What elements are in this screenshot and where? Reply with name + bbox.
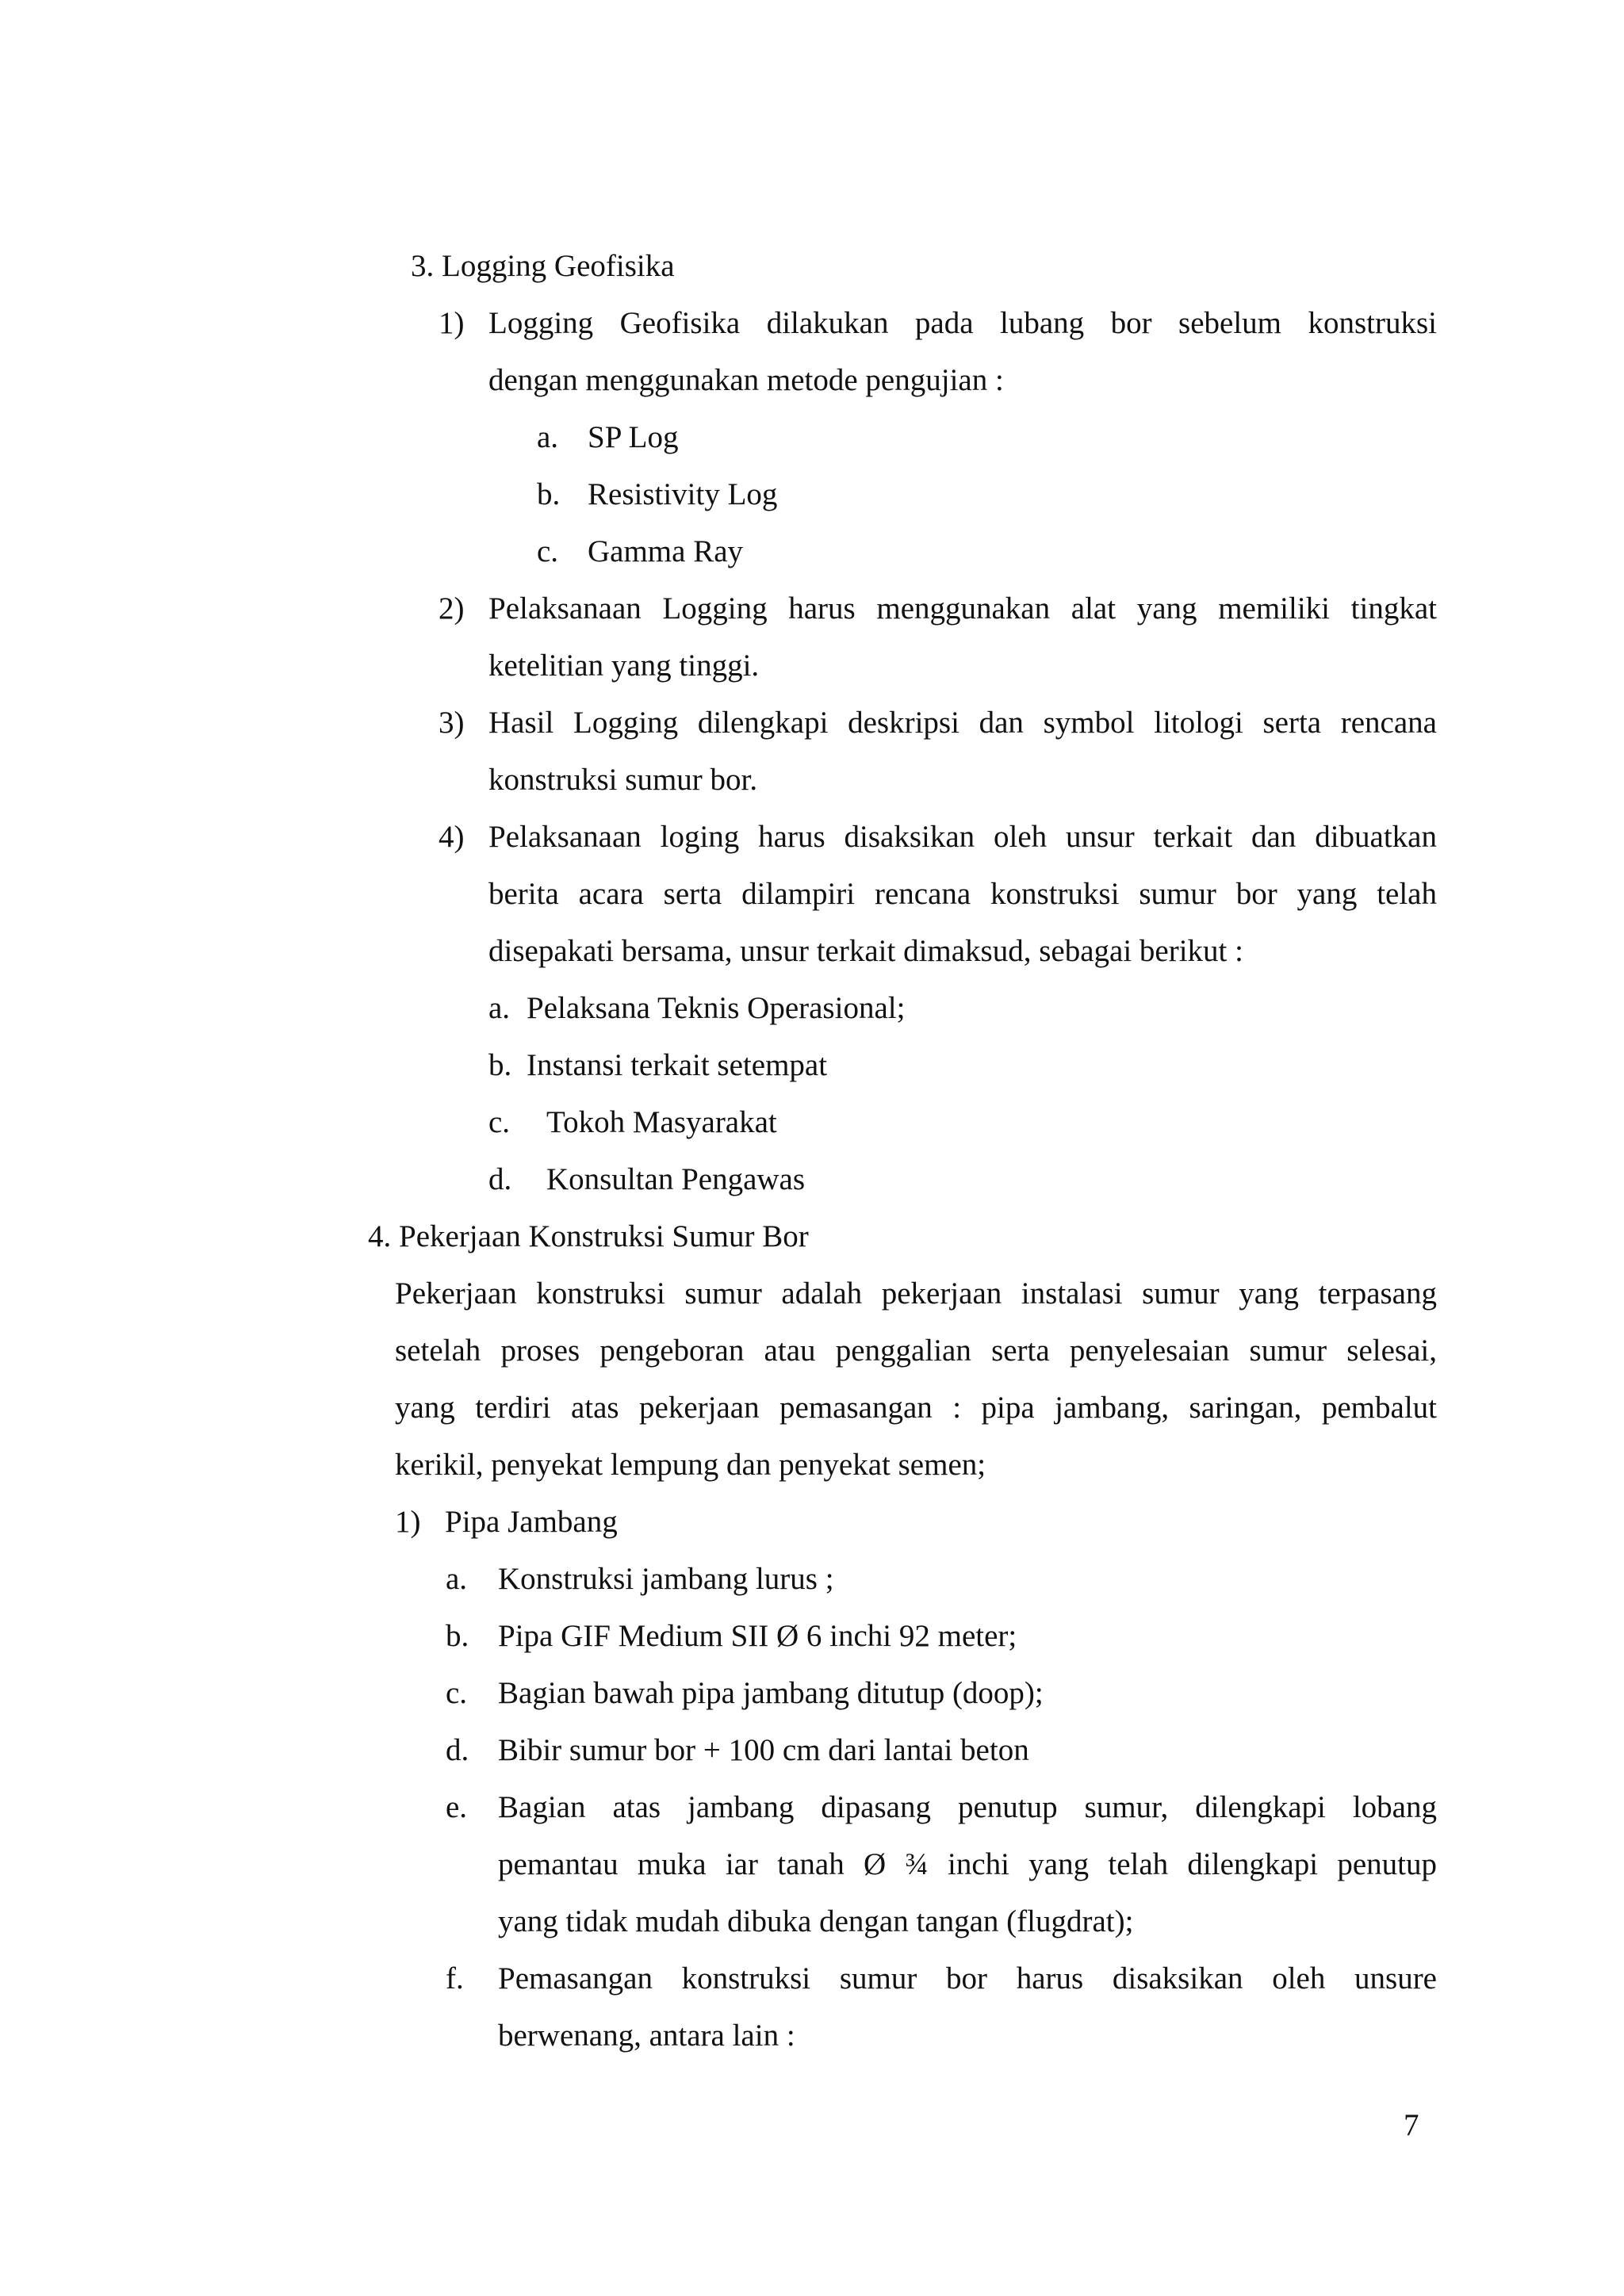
- item-4-number: 4): [439, 820, 465, 854]
- method-c-mark: c.: [537, 534, 559, 568]
- sub-b-text: Pipa GIF Medium SII Ø 6 inchi 92 meter;: [498, 1619, 1017, 1653]
- pipa-jambang-number: 1): [395, 1505, 421, 1539]
- party-c-mark: c.: [488, 1105, 511, 1139]
- sub-f-line-1: Pemasangan konstruksi sumur bor harus disaksikan oleh unsure: [498, 1961, 1437, 1996]
- paragraph-line-1: Pekerjaan konstruksi sumur adalah pekerjaan instalasi sumur yang terpasang: [395, 1276, 1437, 1311]
- sub-d-text: Bibir sumur bor + 100 cm dari lantai beton: [498, 1733, 1029, 1767]
- sub-c-text: Bagian bawah pipa jambang ditutup (doop);: [498, 1676, 1044, 1710]
- party-d-text: Konsultan Pengawas: [546, 1162, 806, 1196]
- paragraph-line-4: kerikil, penyekat lempung dan penyekat semen;: [395, 1448, 986, 1482]
- sub-d-mark: d.: [446, 1733, 469, 1767]
- paragraph-line-2: setelah proses pengeboran atau penggalian serta penyelesaian sumur selesai,: [395, 1334, 1437, 1368]
- item-3-line-1: Hasil Logging dilengkapi deskripsi dan symbol litologi serta rencana: [488, 706, 1437, 740]
- page-number: 7: [1404, 2108, 1419, 2142]
- sub-e-line-2: pemantau muka iar tanah Ø ¾ inchi yang telah dilengkapi penutup: [498, 1847, 1437, 1881]
- party-b-mark: b.: [488, 1048, 512, 1082]
- section-4-heading: 4. Pekerjaan Konstruksi Sumur Bor: [368, 1219, 809, 1253]
- section-3-heading: 3. Logging Geofisika: [411, 249, 675, 283]
- method-c-text: Gamma Ray: [588, 534, 744, 568]
- sub-c-mark: c.: [446, 1676, 468, 1710]
- item-4-line-3: disepakati bersama, unsur terkait dimaksud, sebagai berikut :: [488, 934, 1243, 968]
- sub-e-line-3: yang tidak mudah dibuka dengan tangan (flugdrat);: [498, 1904, 1134, 1938]
- pipa-jambang-title: Pipa Jambang: [445, 1505, 618, 1539]
- item-4-line-1: Pelaksanaan loging harus disaksikan oleh unsur terkait dan dibuatkan: [488, 820, 1437, 854]
- item-1-number: 1): [439, 306, 465, 340]
- sub-e-mark: e.: [446, 1790, 468, 1824]
- method-a-mark: a.: [537, 420, 559, 454]
- party-c-text: Tokoh Masyarakat: [546, 1105, 777, 1139]
- item-2-line-1: Pelaksanaan Logging harus menggunakan alat yang memiliki tingkat: [488, 591, 1437, 626]
- item-3-line-2: konstruksi sumur bor.: [488, 763, 758, 797]
- sub-e-line-1: Bagian atas jambang dipasang penutup sumur, dilengkapi lobang: [498, 1790, 1437, 1824]
- item-4-line-2: berita acara serta dilampiri rencana konstruksi sumur bor yang telah: [488, 877, 1437, 911]
- sub-a-mark: a.: [446, 1562, 468, 1596]
- party-a-mark: a.: [488, 991, 511, 1025]
- party-d-mark: d.: [488, 1162, 512, 1196]
- sub-a-text: Konstruksi jambang lurus ;: [498, 1562, 834, 1596]
- item-2-line-2: ketelitian yang tinggi.: [488, 649, 760, 683]
- sub-b-mark: b.: [446, 1619, 469, 1653]
- item-1-line-1: Logging Geofisika dilakukan pada lubang bor sebelum konstruksi: [488, 306, 1437, 340]
- method-a-text: SP Log: [588, 420, 679, 454]
- party-b-text: Instansi terkait setempat: [527, 1048, 828, 1082]
- item-1-line-2: dengan menggunakan metode pengujian :: [488, 363, 1004, 397]
- method-b-text: Resistivity Log: [588, 477, 778, 511]
- method-b-mark: b.: [537, 477, 561, 511]
- paragraph-line-3: yang terdiri atas pekerjaan pemasangan : pipa jambang, saringan, pembalut: [395, 1391, 1437, 1425]
- sub-f-mark: f.: [446, 1961, 464, 1996]
- sub-f-line-2: berwenang, antara lain :: [498, 2019, 795, 2053]
- item-3-number: 3): [439, 706, 465, 740]
- party-a-text: Pelaksana Teknis Operasional;: [527, 991, 906, 1025]
- item-2-number: 2): [439, 591, 465, 626]
